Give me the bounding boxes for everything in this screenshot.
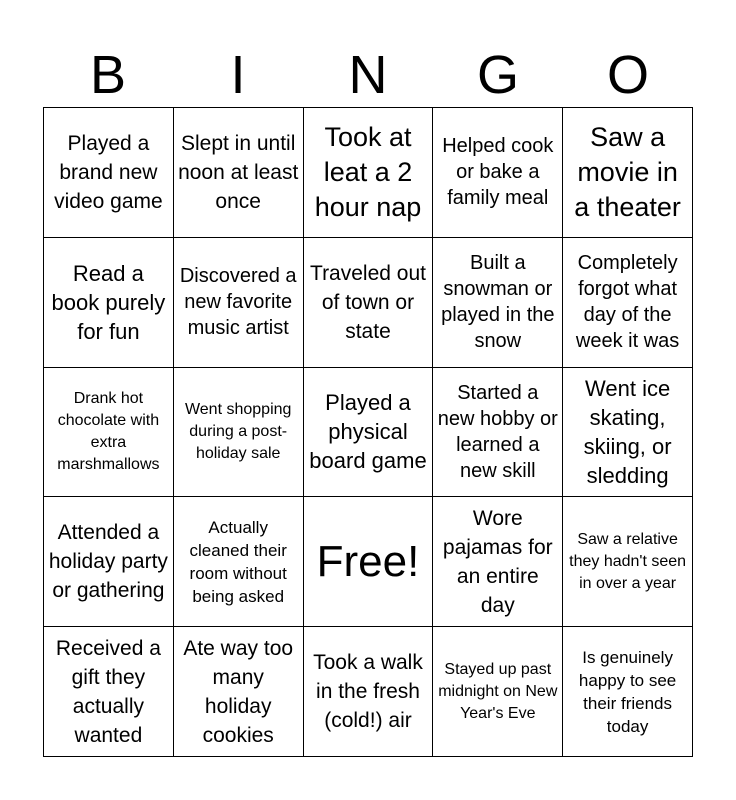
cell-text: Played a brand new video game [54, 131, 163, 213]
bingo-cell[interactable] [44, 627, 174, 757]
cell-text: Attended a holiday party or gathering [48, 521, 168, 603]
header-letter-n: N [348, 45, 388, 105]
cell-text: Went shopping during a post-holiday sale [184, 400, 292, 462]
bingo-cell[interactable] [563, 108, 693, 238]
free-space-text: Free! [316, 536, 420, 586]
bingo-cell[interactable] [433, 627, 563, 757]
bingo-cell[interactable] [563, 497, 693, 627]
cell-text: Discovered a new favorite music artist [179, 265, 297, 340]
bingo-cell[interactable] [563, 238, 693, 368]
cell-text: Started a new hobby or learned a new skill [437, 381, 558, 482]
cell-text: Slept in until noon at least once [178, 131, 299, 213]
bingo-cell[interactable] [433, 108, 563, 238]
cell-text: Went ice skating, skiing, or sledding [583, 375, 672, 488]
bingo-cell[interactable] [174, 627, 304, 757]
cell-text: Ate way too many holiday cookies [183, 636, 294, 747]
bingo-header [43, 44, 693, 106]
cell-text: Played a physical board game [309, 390, 427, 474]
cell-text: Received a gift they actually wanted [55, 636, 161, 747]
cell-text: Wore pajamas for an entire day [442, 506, 553, 617]
bingo-cell[interactable] [304, 368, 434, 498]
cell-text: Helped cook or bake a family meal [442, 135, 554, 210]
bingo-cell[interactable] [563, 627, 693, 757]
free-space[interactable] [304, 497, 434, 627]
cell-text: Is genuinely happy to see their friends today [578, 647, 677, 736]
bingo-cell[interactable] [304, 108, 434, 238]
bingo-cell[interactable] [174, 108, 304, 238]
bingo-grid [43, 107, 693, 757]
cell-text: Read a book purely for fun [51, 260, 166, 344]
cell-text: Took a walk in the fresh (cold!) air [313, 651, 423, 733]
bingo-cell[interactable] [563, 368, 693, 498]
cell-text: Saw a movie in a theater [574, 121, 681, 222]
bingo-cell[interactable] [174, 368, 304, 498]
bingo-cell[interactable] [174, 238, 304, 368]
bingo-cell[interactable] [174, 497, 304, 627]
cell-text: Built a snowman or played in the snow [441, 252, 555, 353]
cell-text: Stayed up past midnight on New Year's Eve [438, 660, 558, 722]
bingo-cell[interactable] [44, 368, 174, 498]
bingo-cell[interactable] [304, 627, 434, 757]
cell-text: Drank hot chocolate with extra marshmallows [57, 389, 160, 473]
header-letter-i: I [230, 45, 246, 105]
bingo-cell[interactable] [433, 497, 563, 627]
bingo-cell[interactable] [44, 497, 174, 627]
header-letter-b: B [89, 45, 127, 105]
bingo-cell[interactable] [433, 368, 563, 498]
header-letter-g: G [476, 45, 519, 105]
cell-text: Traveled out of town or state [310, 261, 426, 343]
bingo-cell[interactable] [433, 238, 563, 368]
bingo-cell[interactable] [304, 238, 434, 368]
cell-text: Completely forgot what day of the week it was [575, 252, 680, 353]
cell-text: Saw a relative they hadn't seen in over a year [569, 530, 687, 592]
bingo-cell[interactable] [44, 238, 174, 368]
cell-text: Took at leat a 2 hour nap [314, 121, 422, 222]
cell-text: Actually cleaned their room without being asked [189, 517, 287, 606]
bingo-cell[interactable] [44, 108, 174, 238]
header-letter-o: O [606, 45, 649, 105]
